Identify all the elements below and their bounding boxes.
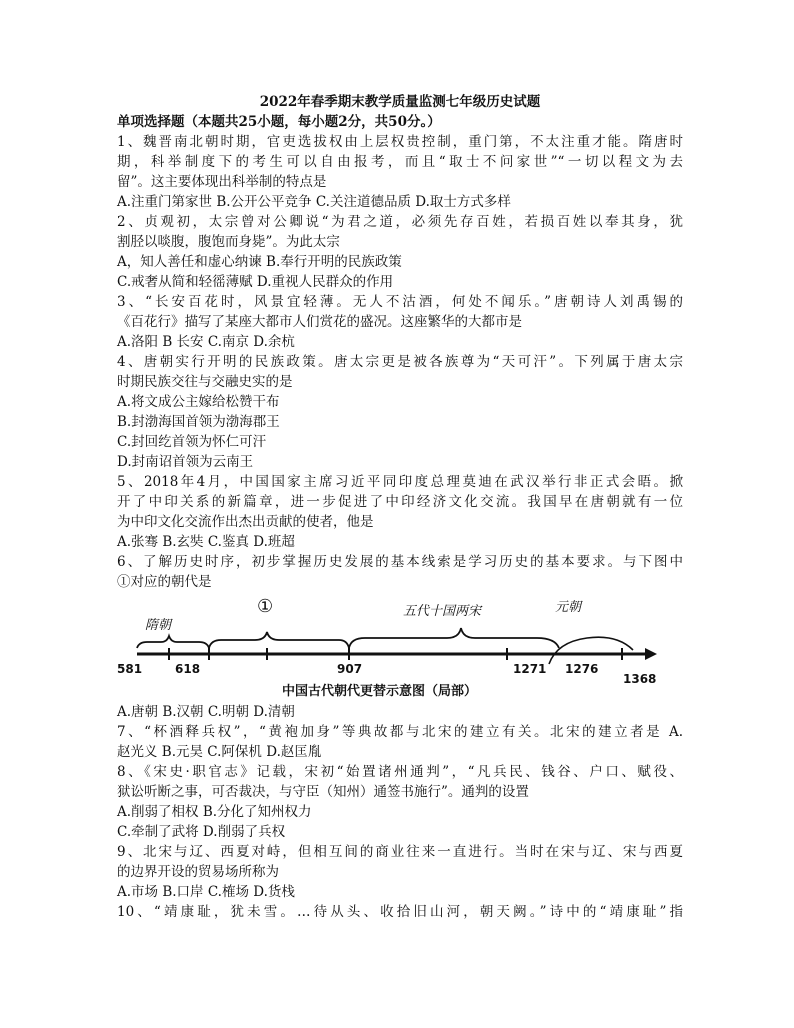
text-line: 5、2018年4月，中国国家主席习近平同印度总理莫迪在武汉举行非正式会晤。掀: [117, 474, 683, 490]
text-line: 4、唐朝实行开明的民族政策。唐太宗更是被各族尊为“天可汗”。下列属于唐太宗: [117, 354, 683, 370]
text-line: 2、贞观初，太宗曾对公卿说“为君之道，必须先存百姓，若损百姓以奉其身，犹: [117, 214, 683, 230]
answer-options: A.削弱了相权 B.分化了知州权力: [117, 804, 312, 820]
exam-title: 2022年春季期末教学质量监测七年级历史试题: [259, 94, 541, 110]
answer-options: A.注重门第家世 B.公开公平竞争 C.关注道德品质 D.取士方式多样: [117, 194, 511, 210]
answer-options: 赵光义 B.元昊 C.阿保机 D.赵匡胤: [117, 744, 322, 760]
text-line: 开了中印关系的新篇章，进一步促进了中印经济文化交流。我国早在唐朝就有一位: [117, 494, 683, 510]
text-line: 8、《宋史·职官志》记载，宋初“始置诸州通判”，“凡兵民、钱谷、户口、赋役、: [117, 764, 683, 780]
year-label: 1276: [565, 662, 599, 676]
answer-option: A.将文成公主嫁给松赞干布: [117, 394, 280, 410]
text-line: 的边界开设的贸易场所称为: [117, 864, 279, 880]
dynasty-timeline-figure: [117, 594, 683, 702]
timeline-caption: 中国古代朝代更替示意图（局部）: [282, 684, 478, 699]
section-heading: 单项选择题（本题共25小题，每小题2分，共50分。）: [117, 114, 441, 130]
text-line: 7、“杯酒释兵权”，“黄袍加身”等典故都与北宋的建立有关。北宋的建立者是 A.: [117, 724, 683, 740]
year-label: 1271: [513, 662, 547, 676]
text-line: 3、“长安百花时，风景宜轻薄。无人不沽酒，何处不闻乐。”唐朝诗人刘禹锡的: [117, 294, 683, 310]
text-line: 10、“靖康耻，犹未雪。…待从头、收拾旧山河，朝天阙。”诗中的“靖康耻”指: [117, 904, 683, 920]
answer-options: A，知人善任和虚心纳谏 B.奉行开明的民族政策: [117, 254, 402, 270]
answer-options: C.牵制了武将 D.削弱了兵权: [117, 824, 286, 840]
answer-options: A.洛阳 B 长安 C.南京 D.余杭: [117, 334, 295, 350]
arc-yuan: [549, 637, 633, 664]
text-line: 割胫以啖腹，腹饱而身毙”。为此太宗: [117, 234, 340, 250]
year-label: 618: [175, 662, 201, 676]
brace-one: [209, 632, 349, 648]
year-label: 1368: [623, 672, 657, 686]
text-line: 狱讼听断之事，可否裁决，与守臣（知州）通签书施行”。通判的设置: [117, 784, 529, 800]
text-line: ①对应的朝代是: [117, 574, 212, 590]
text-line: 《百花行》描写了某座大都市人们赏花的盛况。这座繁华的大都市是: [117, 314, 522, 330]
text-line: 留”。这主要体现出科举制的特点是: [117, 174, 327, 190]
text-line: 6、了解历史时序，初步掌握历史发展的基本线索是学习历史的基本要求。与下图中: [117, 554, 683, 570]
answer-options: A.唐朝 B.汉朝 C.明朝 D.清朝: [117, 704, 295, 720]
year-label: 907: [337, 662, 363, 676]
brace-wudai-song: [349, 628, 559, 648]
year-label: 581: [117, 662, 143, 676]
label-yuan: 元朝: [555, 600, 582, 615]
answer-options: A.市场 B.口岸 C.榷场 D.货栈: [117, 884, 295, 900]
text-line: 9、北宋与辽、西夏对峙，但相互间的商业往来一直进行。当时在宋与辽、宋与西夏: [117, 844, 683, 860]
answer-option: D.封南诏首领为云南王: [117, 454, 254, 470]
label-sui: 隋朝: [145, 618, 172, 633]
label-wudai-song: 五代十国两宋: [403, 604, 482, 619]
answer-option: B.封渤海国首领为渤海郡王: [117, 414, 280, 430]
questions-part-1: [117, 132, 683, 592]
timeline-arrow: [645, 648, 657, 660]
brace-sui: [137, 636, 209, 648]
answer-options: A.张骞 B.玄奘 C.鉴真 D.班超: [117, 534, 295, 550]
text-line: 期，科举制度下的考生可以自由报考，而且“取士不问家世”“一切以程文为去: [117, 154, 683, 170]
exam-content: [117, 92, 683, 922]
questions-part-2: [117, 702, 683, 922]
label-one: ①: [257, 596, 274, 617]
answer-options: C.戒奢从简和轻徭薄赋 D.重视人民群众的作用: [117, 274, 394, 290]
text-line: 时期民族交往与交融史实的是: [117, 374, 293, 390]
answer-option: C.封回纥首领为怀仁可汗: [117, 434, 267, 450]
text-line: 1、魏晋南北朝时期，官吏选拔权由上层权贵控制，重门第，不太注重才能。隋唐时: [117, 134, 683, 150]
text-line: 为中印文化交流作出杰出贡献的使者，他是: [117, 514, 374, 530]
